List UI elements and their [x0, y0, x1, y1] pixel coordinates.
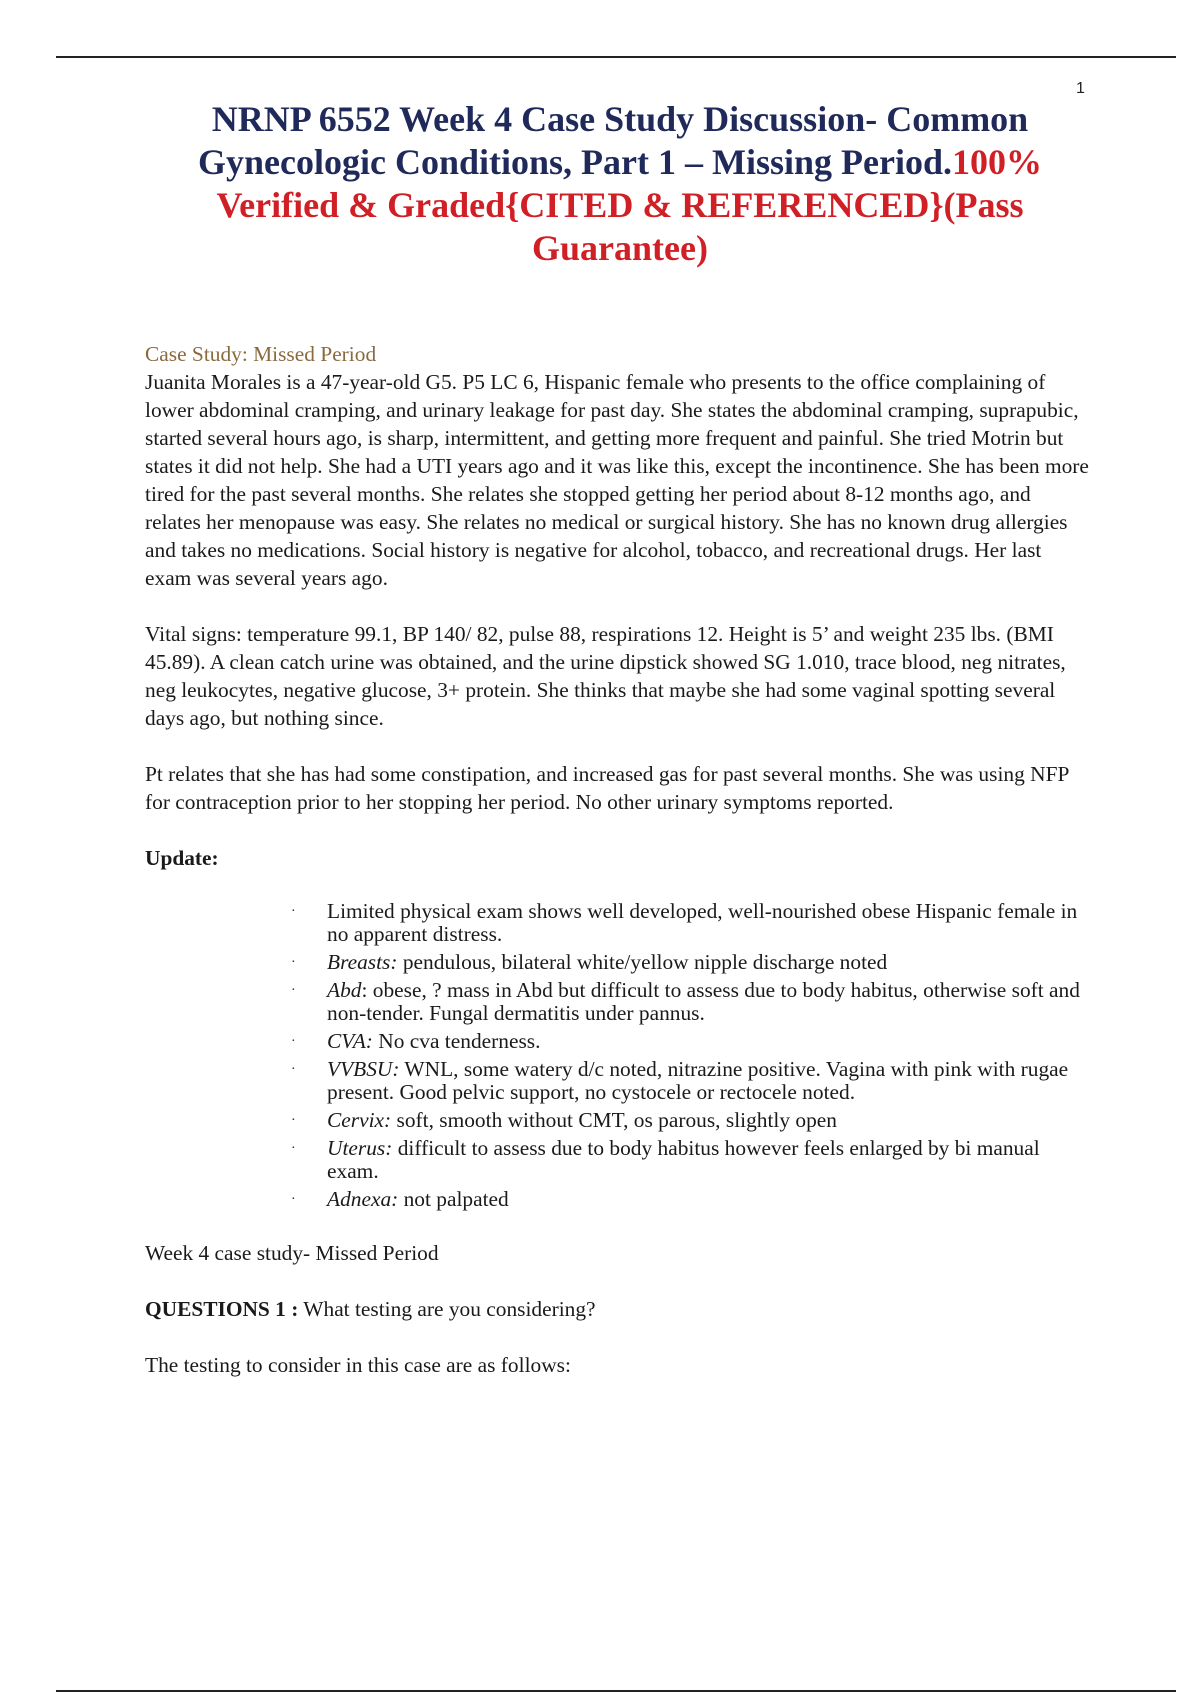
list-item [291, 1108, 1090, 1132]
bullet-icon: · [291, 1192, 296, 1207]
question-label: QUESTIONS 1 : [145, 1297, 299, 1321]
finding-label: CVA: [327, 1029, 373, 1053]
finding-text: soft, smooth without CMT, os parous, slightly open [391, 1108, 837, 1132]
finding-label: Abd [327, 978, 362, 1002]
list-item [291, 950, 1090, 974]
case-paragraph-2: Vital signs: temperature 99.1, BP 140/ 82, pulse 88, respirations 12. Height is 5’ and weight 235 lbs. (BMI 45.89). A clean catch urine was obtained, and the urine dipstick showed SG 1.010, trace blood, neg nitrates, neg leukocytes, negative glucose, 3+ protein. She thinks that maybe she had some vaginal spotting several days ago, but nothing since. [145, 622, 1066, 730]
list-item [291, 899, 1090, 946]
document-body [145, 340, 1090, 1379]
top-rule [56, 56, 1176, 58]
title-main: NRNP 6552 Week 4 Case Study Discussion- Common Gynecologic Conditions, Part 1 – Missing Period. [198, 99, 1029, 182]
case-paragraph-1: Juanita Morales is a 47-year-old G5. P5 LC 6, Hispanic female who presents to the office complaining of lower abdominal cramping, and urinary leakage for past day. She states the abdominal cramping, suprapubic, started several hours ago, is sharp, intermittent, and getting more frequent and painful. She tried Motrin but states it did not help. She had a UTI years ago and it was like this, except the incontinence. She has been more tired for the past several months. She relates she stopped getting her period about 8-12 months ago, and relates her menopause was easy. She relates no medical or surgical history. She has no known drug allergies and takes no medications. Social history is negative for alcohol, tobacco, and recreational drugs. Her last exam was several years ago. [145, 370, 1089, 590]
finding-text: : obese, ? mass in Abd but difficult to assess due to body habitus, otherwise soft and non-tender. Fungal dermatitis under pannus. [327, 978, 1080, 1025]
list-item [291, 1136, 1090, 1183]
finding-text: pendulous, bilateral white/yellow nipple discharge noted [397, 950, 888, 974]
list-item [291, 1187, 1090, 1211]
question-1 [145, 1295, 1090, 1323]
list-item [291, 1057, 1090, 1104]
bullet-icon: · [291, 904, 296, 919]
bullet-icon: · [291, 1113, 296, 1128]
finding-text: WNL, some watery d/c noted, nitrazine positive. Vagina with pink with rugae present. Good pelvic support, no cystocele or rectocele noted. [327, 1057, 1069, 1104]
list-item [291, 1029, 1090, 1053]
bullet-icon: · [291, 983, 296, 998]
finding-text: not palpated [398, 1187, 509, 1211]
week-line: Week 4 case study- Missed Period [145, 1241, 439, 1265]
update-heading: Update: [145, 846, 219, 870]
case-paragraph-3: Pt relates that she has had some constipation, and increased gas for past several months. She was using NFP for contraception prior to her stopping her period. No other urinary symptoms reported. [145, 762, 1069, 814]
bullet-icon: · [291, 1034, 296, 1049]
finding-label: Adnexa: [327, 1187, 399, 1211]
list-item [291, 978, 1090, 1025]
bullet-icon: · [291, 1062, 296, 1077]
page-number: 1 [1076, 80, 1085, 97]
document-title [140, 98, 1100, 270]
finding-text: No cva tenderness. [372, 1029, 541, 1053]
case-heading: Case Study: Missed Period [145, 342, 377, 366]
answer-intro: The testing to consider in this case are as follows: [145, 1353, 571, 1377]
bullet-icon: · [291, 955, 296, 970]
exam-findings-list [145, 900, 1090, 1211]
finding-label: VVBSU: [327, 1057, 400, 1081]
finding-label: Cervix: [327, 1108, 392, 1132]
finding-text: difficult to assess due to body habitus however feels enlarged by bi manual exam. [327, 1136, 1040, 1183]
finding-label: Uterus: [327, 1136, 393, 1160]
title-highlight: 100% Verified & Graded{CITED & REFERENCED}(Pass Guarantee) [216, 142, 1042, 268]
bottom-rule [56, 1690, 1176, 1692]
question-text: What testing are you considering? [298, 1297, 596, 1321]
finding-text: Limited physical exam shows well developed, well-nourished obese Hispanic female in no apparent distress. [327, 899, 1078, 946]
bullet-icon: · [291, 1141, 296, 1156]
finding-label: Breasts: [327, 950, 398, 974]
